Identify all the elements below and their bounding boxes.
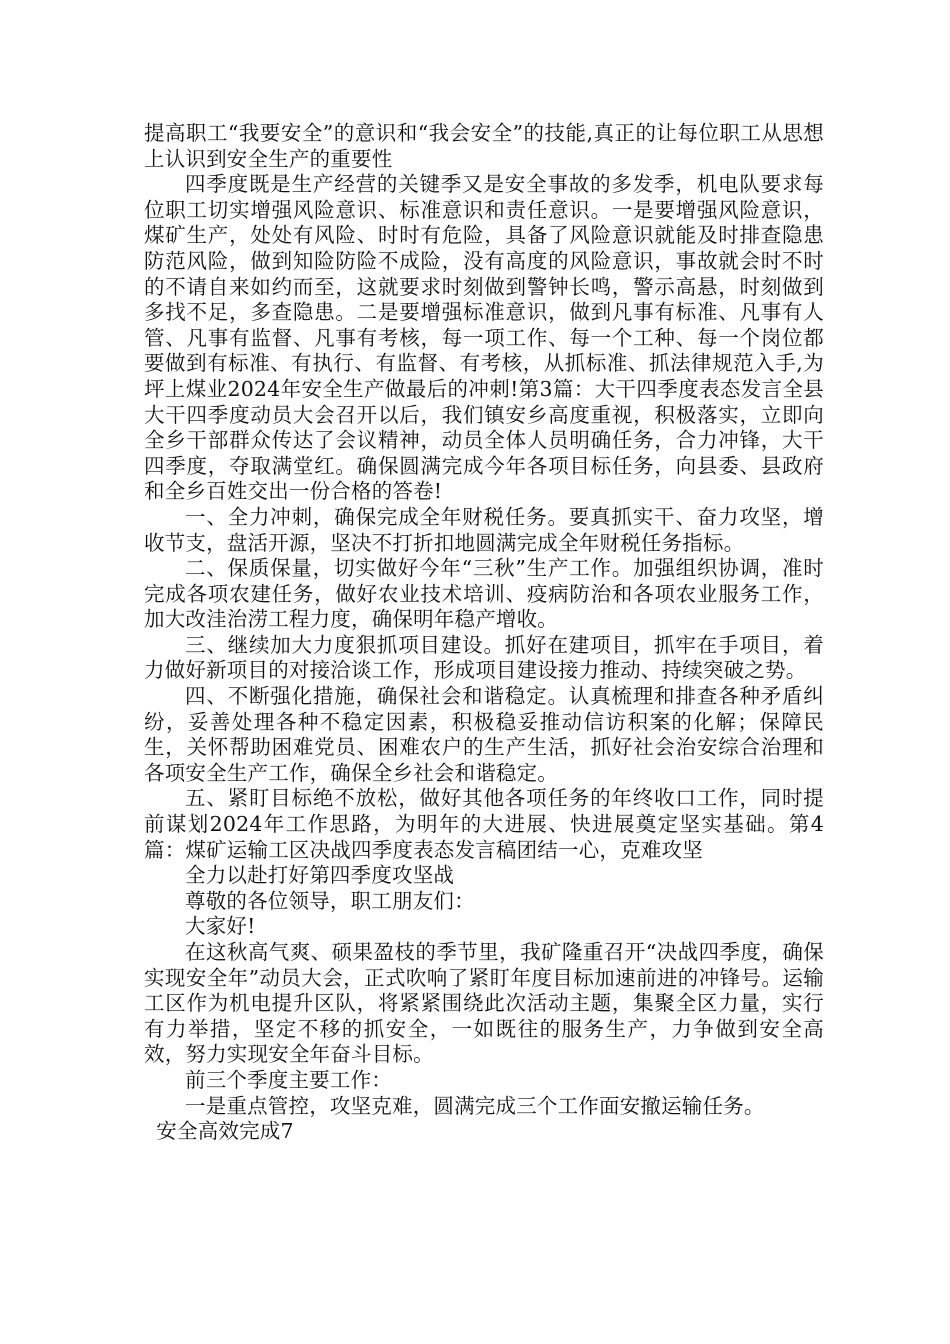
paragraph-9: 尊敬的各位领导，职工朋友们： xyxy=(185,888,475,913)
paragraph-6: 四、不断强化措施，确保社会和谐稳定。认真梳理和排查各种矛盾纠纷，妥善处理各种不稳定因素，积极稳妥推动信访积案的化解；保障民生，关怀帮助困难党员、困难农户的生产生活，抓好社会治安综合治理和各项安全生产工作，确保全乡社会和谐稳定。 xyxy=(144,684,824,785)
paragraph-5: 三、继续加大力度狠抓项目建设。抓好在建项目，抓牢在手项目，着力做好新项目的对接洽谈工作，形成项目建设接力推动、持续突破之势。 xyxy=(144,632,824,683)
paragraph-3: 一、全力冲刺，确保完成全年财税任务。要真抓实干、奋力攻坚，增收节支，盘活开源，坚决不打折扣地圆满完成全年财税任务指标。 xyxy=(144,504,824,555)
paragraph-2: 四季度既是生产经营的关键季又是安全事故的多发季，机电队要求每位职工切实增强风险意识、标准意识和责任意识。一是要增强风险意识，煤矿生产，处处有风险、时时有危险，具备了风险意识就能及时排查隐患防范风险，做到知险防险不成险，没有高度的风险意识，事故就会时不时的不请自来如约而至，这就要求时刻做到警钟长鸣，警示高悬，时刻做到多找不足，多查隐患。二是要增强标准意识，做到凡事有标准、凡事有人管、凡事有监督、凡事有考核，每一项工作、每一个工种、每一个岗位都要做到有标准、有执行、有监督、有考核，从抓标准、抓法律规范入手,为坪上煤业2024年安全生产做最后的冲刺!第3篇：大干四季度表态发言全县大干四季度动员大会召开以后，我们镇安乡高度重视，积极落实，立即向全乡干部群众传达了会议精神，动员全体人员明确任务，合力冲锋，大干四季度，夺取满堂红。确保圆满完成今年各项目标任务，向县委、县政府和全乡百姓交出一份合格的答卷! xyxy=(144,172,824,504)
paragraph-4: 二、保质保量，切实做好今年“三秋”生产工作。加强组织协调，准时完成各项农建任务，做好农业技术培训、疫病防治和各项农业服务工作，加大改洼治涝工程力度，确保明年稳产增收。 xyxy=(144,556,824,632)
paragraph-11: 在这秋高气爽、硕果盈枝的季节里，我矿隆重召开“决战四季度，确保实现安全年”动员大会，正式吹响了紧盯年度目标加速前进的冲锋号。运输工区作为机电提升区队，将紧紧围绕此次活动主题，集聚全区力量，实行有力举措，坚定不移的抓安全，一如既往的服务生产，力争做到安全高效，努力实现安全年奋斗目标。 xyxy=(144,940,824,1067)
paragraph-14: 安全高效完成7 xyxy=(156,1119,294,1144)
paragraph-1: 提高职工“我要安全”的意识和“我会安全”的技能,真正的让每位职工从思想上认识到安全生产的重要性 xyxy=(144,121,824,171)
document-body xyxy=(144,121,824,1145)
paragraph-10: 大家好! xyxy=(185,914,256,939)
paragraph-7: 五、紧盯目标绝不放松，做好其他各项任务的年终收口工作，同时提前谋划2024年工作思路，为明年的大进展、快进展奠定坚实基础。第4篇：煤矿运输工区决战四季度表态发言稿团结一心，克难攻坚 xyxy=(144,786,824,862)
paragraph-12: 前三个季度主要工作： xyxy=(185,1067,392,1092)
paragraph-13: 一是重点管控，攻坚克难，圆满完成三个工作面安撤运输任务。 xyxy=(185,1093,765,1118)
paragraph-8: 全力以赴打好第四季度攻坚战 xyxy=(185,863,455,888)
